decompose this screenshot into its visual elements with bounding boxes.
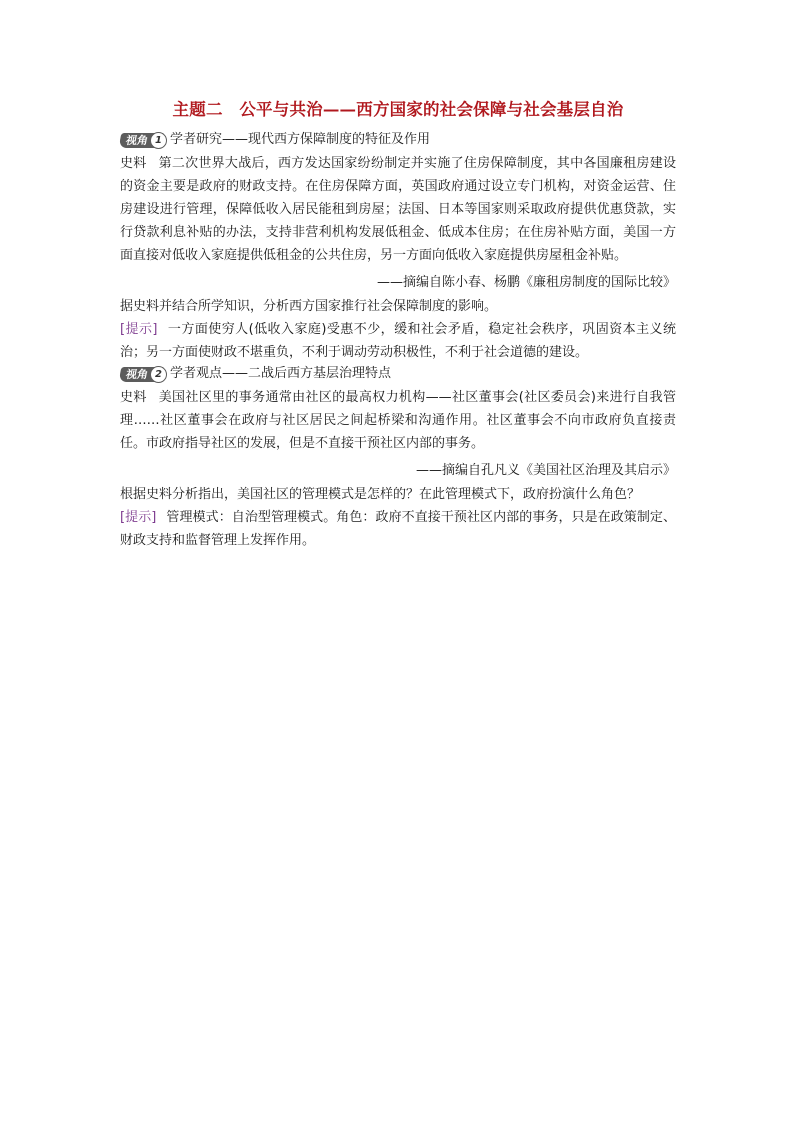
- section-perspective-2: [120, 364, 676, 552]
- source-citation: ——摘编自陈小春、杨鹏《廉租房制度的国际比较》: [376, 275, 676, 290]
- hint-text: 一方面使穷人(低收入家庭)受惠不少，缓和社会矛盾，稳定社会秩序，巩固资本主义统治；另一方面使财政不堪重负，不利于调动劳动积极性，不利于社会道德的建设。: [120, 322, 676, 360]
- hint-tag: [提示]: [120, 322, 158, 337]
- section-perspective-1: [120, 130, 676, 364]
- section-heading: 学者观点——二战后西方基层治理特点: [170, 366, 392, 381]
- perspective-badge-label: 视角: [119, 367, 164, 382]
- section-heading: 学者研究——现代西方保障制度的特征及作用: [170, 132, 431, 147]
- perspective-badge-label: 视角: [119, 133, 164, 148]
- material-text: 美国社区里的事务通常由社区的最高权力机构——社区董事会(社区委员会)来进行自我管理……社区董事会在政府与社区居民之间起桥梁和沟通作用。社区董事会不向市政府负直接责任。市政府指导社区的发展，但是不直接干预社区内部的事务。: [120, 390, 676, 451]
- perspective-badge-number: 1: [150, 132, 167, 149]
- question-text: 据史料并结合所学知识，分析西方国家推行社会保障制度的影响。: [120, 299, 498, 314]
- material-label: 史料: [120, 156, 147, 171]
- perspective-badge: [120, 367, 162, 382]
- hint-paragraph: [120, 318, 676, 364]
- section-heading-line: [120, 364, 676, 384]
- hint-text: 管理模式：自治型管理模式。角色：政府不直接干预社区内部的事务，只是在政策制定、财政支持和监督管理上发挥作用。: [120, 510, 676, 548]
- material-text: 第二次世界大战后，西方发达国家纷纷制定并实施了住房保障制度，其中各国廉租房建设的资金主要是政府的财政支持。在住房保障方面，英国政府通过设立专门机构，对资金运营、住房建设进行管理，保障低收入居民能租到房屋；法国、日本等国家则采取政府提供优惠贷款，实行贷款利息补贴的办法，支持非营利机构发展低租金、低成本住房；在住房补贴方面，美国一方面直接对低收入家庭提供低租金的公共住房，另一方面向低收入家庭提供房屋租金补贴。: [120, 156, 676, 263]
- section-heading-line: [120, 130, 676, 150]
- hint-paragraph: [120, 506, 676, 552]
- question-text: 根据史料分析指出，美国社区的管理模式是怎样的？在此管理模式下，政府扮演什么角色？: [120, 487, 641, 502]
- hint-tag: [提示]: [120, 510, 157, 525]
- material-paragraph: [120, 386, 676, 455]
- source-citation: ——摘编自孔凡义《美国社区治理及其启示》: [415, 463, 676, 478]
- page-title: 主题二 公平与共治——西方国家的社会保障与社会基层自治: [172, 100, 624, 119]
- material-paragraph: [120, 152, 676, 267]
- perspective-badge: [120, 133, 162, 148]
- perspective-badge-number: 2: [150, 366, 167, 383]
- material-label: 史料: [120, 390, 147, 405]
- document-page: [120, 96, 676, 552]
